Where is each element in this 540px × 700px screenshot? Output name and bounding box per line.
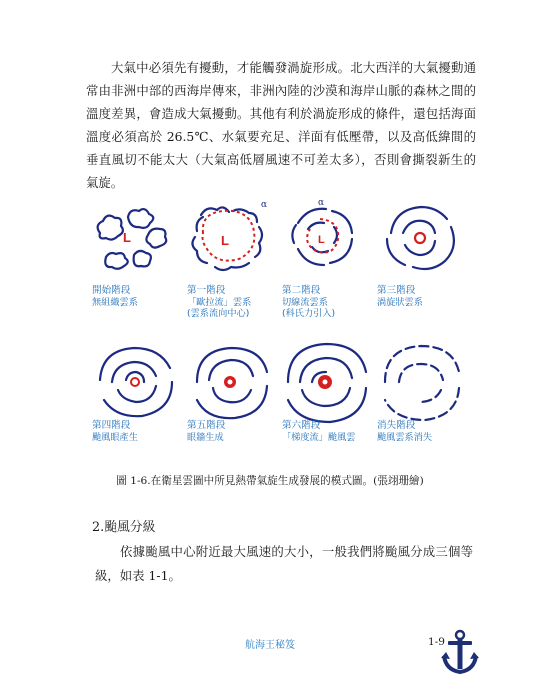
- tangential-flow-diagram: [278, 193, 373, 283]
- gradient-flow-diagram: [278, 336, 373, 426]
- stage-title: 第五階段: [187, 420, 226, 431]
- stage-3: [373, 193, 468, 321]
- stage-title: 第一階段: [187, 285, 226, 296]
- eye-marker: [415, 233, 425, 243]
- dissipating-clouds-diagram: [373, 336, 468, 426]
- eyewall-diagram: [183, 336, 278, 426]
- stage-description: 颱風雲系消失: [377, 432, 433, 443]
- eye-forming-diagram: [88, 336, 183, 426]
- stage-description: 切線流雲系: [282, 297, 328, 308]
- eye-marker: [131, 378, 139, 386]
- stage-dissipation: [373, 336, 468, 464]
- vortex-cloud-diagram: [373, 193, 468, 283]
- eye-marker: [228, 380, 233, 385]
- section-heading: 2.颱風分級: [92, 520, 156, 535]
- page-number: 1-9: [428, 636, 445, 648]
- stage-5: [183, 336, 278, 464]
- alpha-marker: α: [261, 200, 268, 210]
- stage-description: 「梯度流」颱風雲: [282, 432, 356, 443]
- stage-description: 眼牆生成: [187, 432, 224, 443]
- stage-title: 開始階段: [92, 285, 131, 296]
- eye-marker: [323, 380, 328, 385]
- stage-6: [278, 336, 373, 464]
- stage-4: [88, 336, 183, 464]
- intro-paragraph: 大氣中必須先有擾動，才能觸發渦旋形成。北大西洋的大氣擾動通常由非洲中部的西海岸傳來，非洲內陸的沙漠和海岸山脈的森林之間的溫度差異，會造成大氣擾動。其他有利於渦旋形成的條件，還包括海面溫度必須高於 26.5℃、水氣要充足、洋面有低壓帶，以及高低緯間的垂直風切不能太大（大氣高低層風速不可差太多），否則會撕裂新生的氣旋。: [86, 60, 476, 190]
- stage-1: [183, 193, 278, 321]
- stage-title: 消失階段: [377, 420, 416, 431]
- stage-description: 颱風眼產生: [92, 432, 138, 443]
- tropical-cyclone-stages-figure: [88, 193, 468, 463]
- figure-caption: 圖 1-6.在衛星雲圖中所見熱帶氣旋生成發展的模式圖。(張翊珊繪): [116, 475, 424, 487]
- low-pressure-marker: L: [318, 234, 325, 246]
- scattered-clouds-diagram: [88, 193, 183, 283]
- stage-title: 第二階段: [282, 285, 321, 296]
- stage-title: 第三階段: [377, 285, 416, 296]
- euler-flow-diagram: [183, 193, 278, 283]
- stage-title: 第六階段: [282, 420, 321, 431]
- stage-description: (雲系流向中心): [187, 308, 250, 319]
- stage-title: 第四階段: [92, 420, 131, 431]
- low-pressure-marker: L: [123, 230, 131, 245]
- stage-description: 無組織雲系: [92, 297, 138, 308]
- stage-2: [278, 193, 373, 321]
- stage-description: (科氏力引入): [282, 308, 336, 319]
- stage-description: 「歐拉流」雲系: [187, 297, 252, 308]
- stage-start: [88, 193, 183, 321]
- stage-description: 渦旋狀雲系: [377, 297, 423, 308]
- footer-title: 航海王秘笈: [245, 640, 295, 651]
- alpha-marker: α: [318, 198, 325, 208]
- anchor-logo-icon: [440, 628, 480, 676]
- low-pressure-marker: L: [221, 233, 229, 248]
- classification-paragraph: 依據颱風中心附近最大風速的大小，一般我們將颱風分成三個等級，如表 1-1。: [95, 544, 473, 583]
